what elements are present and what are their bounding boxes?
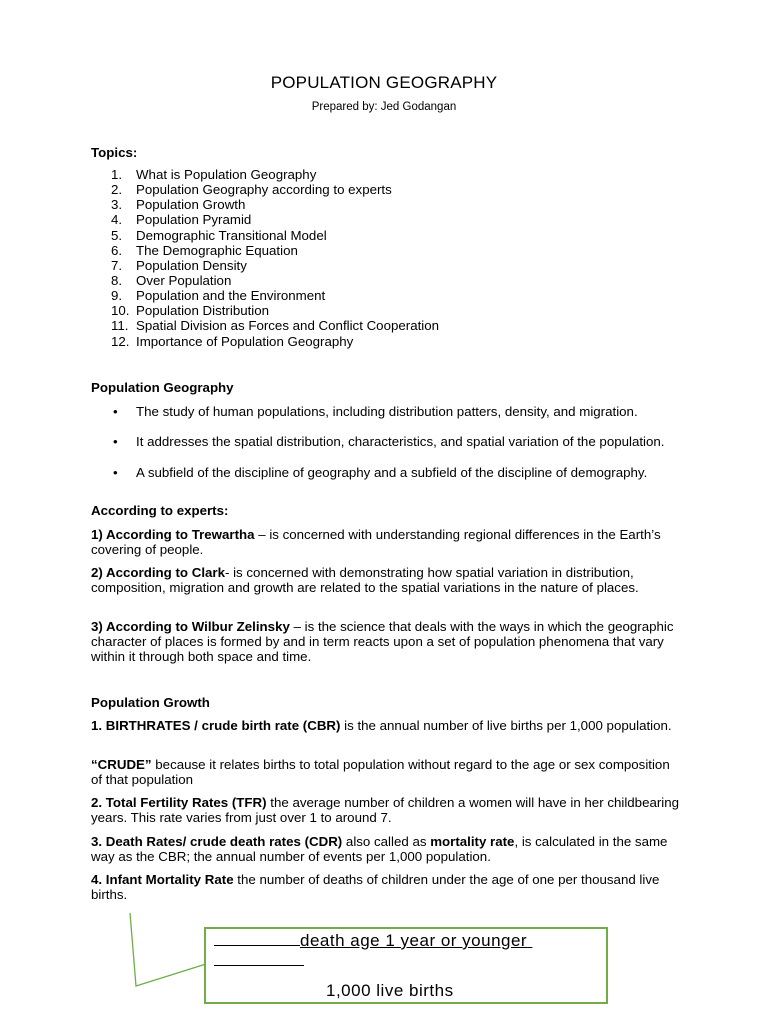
topic-text: What is Population Geography [136, 167, 317, 182]
imr-label: 4. Infant Mortality Rate [91, 872, 234, 887]
tfr-label: 2. Total Fertility Rates (TFR) [91, 795, 267, 810]
expert-paragraph [91, 619, 681, 665]
list-item: • It addresses the spatial distribution, characteristics, and spatial variation of the population. [113, 434, 665, 450]
topic-number: 7. [111, 257, 123, 273]
crude-text: because it relates births to total population without regard to the age or sex composition of that population [91, 757, 670, 788]
formula-numerator: death age 1 year or younger [214, 931, 532, 951]
bullet-icon: • [113, 464, 118, 480]
fraction-bar [214, 965, 304, 966]
topics-heading: Topics: [91, 145, 138, 160]
cdr-mid: also called as [342, 834, 431, 849]
experts-heading: According to experts: [91, 503, 229, 518]
cdr-text: , is calculated in the same way as the CBR; the annual number of events per 1,000 population. [91, 834, 668, 865]
bullet-icon: • [113, 434, 118, 450]
topic-number: 9. [111, 288, 123, 304]
mortality-rate-label: mortality rate [430, 834, 515, 849]
topic-number: 10. [111, 303, 130, 319]
topic-number: 5. [111, 227, 123, 243]
population-growth-heading: Population Growth [91, 695, 210, 710]
formula-denominator: 1,000 live births [326, 981, 454, 1000]
bullet-icon: • [113, 404, 118, 419]
topic-text: Population and the Environment [136, 288, 326, 304]
topic-number: 6. [111, 242, 123, 258]
topic-text: Over Population [136, 272, 232, 288]
expert-text: - is concerned with demonstrating how spatial variation in distribution, composition, migration and growth are related to the spatial variations in the nature of places. [91, 565, 639, 596]
expert-label: 1) According to Trewartha [91, 527, 255, 542]
expert-text: – is the science that deals with the ways in which the geographic character of places is formed by and in term reacts upon a set of population phenomena that vary within it through both space and time. [91, 619, 674, 665]
topic-text: Spatial Division as Forces and Conflict Cooperation [136, 318, 440, 334]
imr-text: the number of deaths of children under the age of one per thousand live births. [91, 872, 660, 903]
topic-number: 3. [111, 197, 123, 213]
cdr-label: 3. Death Rates/ crude death rates (CDR) [91, 834, 343, 849]
topic-text: Population Growth [136, 197, 246, 213]
expert-label: 3) According to Wilbur Zelinsky [91, 619, 290, 634]
topic-text: Population Pyramid [136, 212, 252, 228]
topic-text: The Demographic Equation [136, 242, 298, 258]
population-geography-bullets [91, 404, 671, 495]
cbr-text: is the annual number of live births per 1,000 population. [340, 718, 672, 733]
topic-number: 8. [111, 272, 123, 288]
cdr-paragraph [91, 834, 681, 864]
topic-text: Importance of Population Geography [136, 333, 354, 349]
topic-number: 12. [111, 333, 130, 349]
topic-text: Population Density [136, 257, 247, 273]
topic-number: 1. [111, 167, 123, 182]
formula-box [204, 927, 608, 1004]
expert-label: 2) According to Clark [91, 565, 225, 580]
expert-paragraph [91, 527, 681, 557]
topic-text: Demographic Transitional Model [136, 227, 327, 243]
formula-blank [214, 931, 300, 946]
topic-number: 4. [111, 212, 123, 228]
document-title: POPULATION GEOGRAPHY [270, 73, 498, 92]
tfr-text: the average number of children a women will have in her childbearing years. This rate varies from just over 1 to around 7. [91, 795, 680, 826]
crude-paragraph [91, 757, 681, 787]
topic-number: 11. [111, 318, 129, 334]
list-item: • A subfield of the discipline of geography and a subfield of the discipline of demography. [113, 464, 648, 480]
cbr-label: 1. BIRTHRATES / crude birth rate (CBR) [91, 718, 341, 733]
crude-label: “CRUDE” [91, 757, 152, 772]
population-geography-heading: Population Geography [91, 380, 234, 395]
list-item: • The study of human populations, including distribution patters, density, and migration. [113, 404, 638, 419]
imr-paragraph [91, 872, 681, 902]
topic-text: Population Geography according to experts [136, 182, 392, 198]
topic-text: Population Distribution [136, 303, 270, 319]
expert-paragraph [91, 565, 681, 595]
document-author: Prepared by: Jed Godangan [311, 101, 457, 113]
cbr-paragraph [91, 718, 681, 733]
expert-text: – is concerned with understanding regional differences in the Earth’s covering of people. [91, 527, 661, 558]
tfr-paragraph [91, 795, 681, 825]
topic-number: 2. [111, 182, 123, 198]
